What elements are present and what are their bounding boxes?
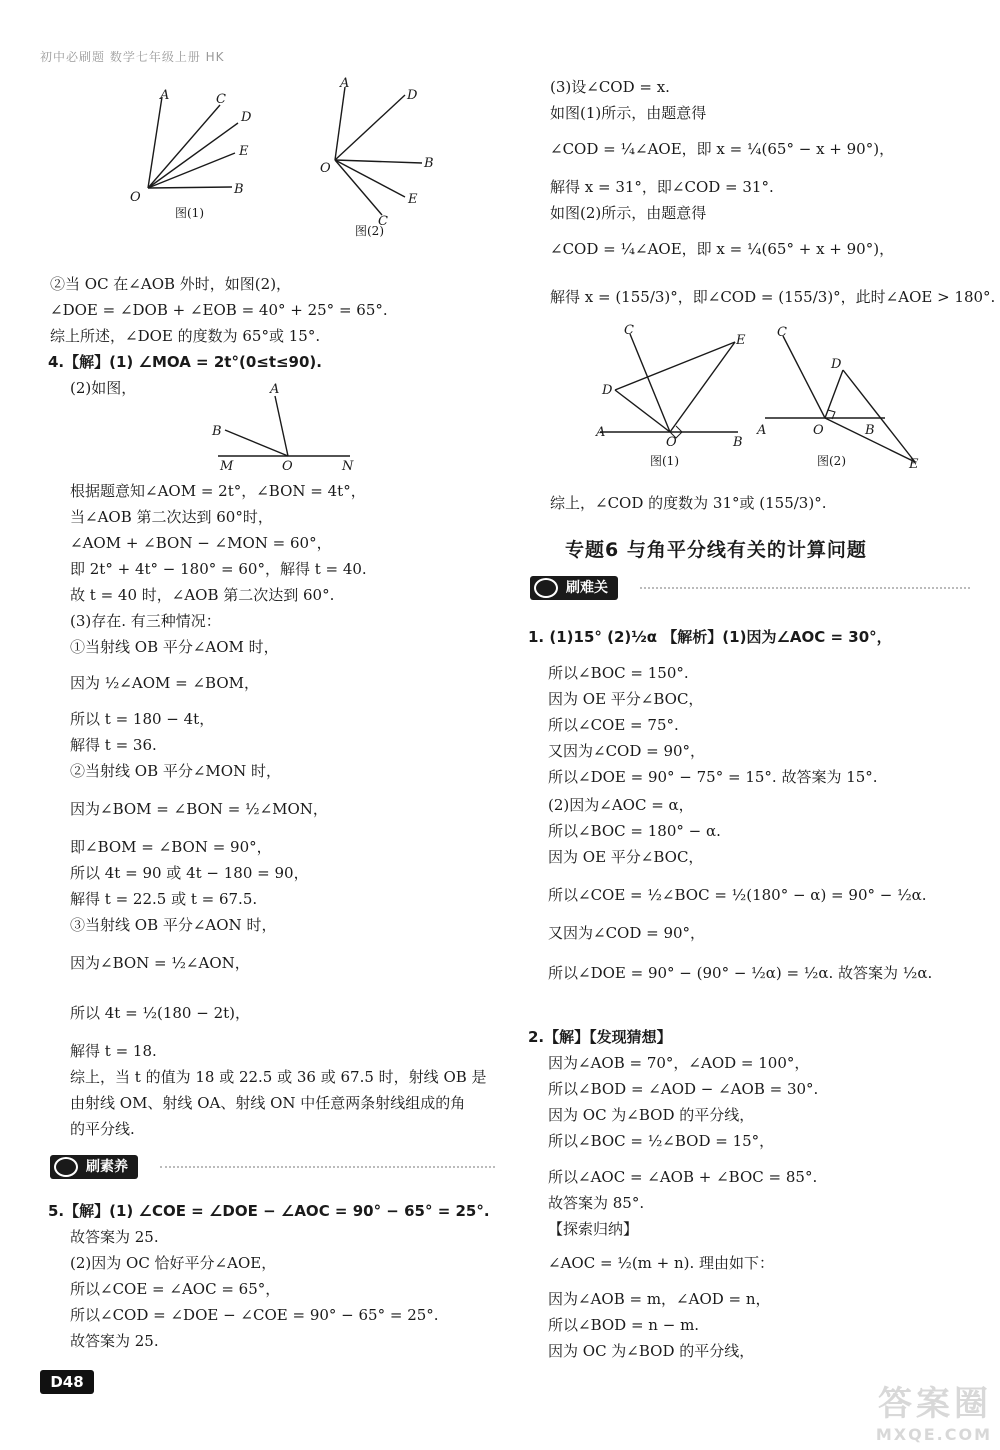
fig2-label-C: C [378, 214, 388, 229]
text-line: 所以∠COE = ∠AOC = 65°， [70, 1280, 281, 1298]
text-line: 解得 x = 31°，即∠COD = 31°. [550, 178, 774, 196]
fig-q4-label-O: O [282, 459, 293, 473]
text-line: ∠COD = ¼∠AOE，即 x = ¼(65° − x + 90°)， [550, 140, 895, 158]
fig-q4-label-N: N [342, 459, 354, 473]
banner-divider [160, 1166, 495, 1168]
text-line: 所以∠BOC = ½∠BOD = 15°， [548, 1132, 775, 1150]
topic-title: 专题6 与角平分线有关的计算问题 [565, 539, 867, 561]
figure-left-2 [310, 75, 450, 240]
fig2-label-A: A [340, 76, 350, 91]
fig-r1-label-C: C [624, 323, 634, 338]
text-line: 所以∠BOC = 180° − α. [548, 822, 721, 840]
fig-left-2-caption: 图(2) [355, 224, 384, 238]
watermark-logo-text: 答案圈 [878, 1384, 992, 1424]
fig-left-1-caption: 图(1) [175, 206, 204, 220]
banner-shuanguan [530, 576, 970, 602]
text-line: 因为∠AOB = 70°，∠AOD = 100°， [548, 1054, 810, 1072]
fig-right-2-caption: 图(2) [817, 454, 846, 468]
text-line: 解得 t = 22.5 或 t = 67.5. [70, 890, 258, 908]
text-line: 所以∠DOE = 90° − (90° − ½α) = ½α. 故答案为 ½α. [548, 964, 933, 982]
text-line: ③当射线 OB 平分∠AON 时， [70, 916, 277, 934]
text-line: 所以 4t = ½(180 − 2t)， [70, 1004, 250, 1022]
fig-r1-label-B: B [733, 435, 743, 450]
fig2-label-B: B [424, 156, 434, 171]
banner-tag [50, 1155, 138, 1179]
fig-q4-label-A: A [270, 382, 280, 397]
text-line: 【探索归纳】 [548, 1220, 639, 1238]
text-line: 即 2t° + 4t° − 180° = 60°，解得 t = 40. [70, 560, 367, 578]
text-line: ①当射线 OB 平分∠AOM 时， [70, 638, 279, 656]
text-line: 故答案为 25. [70, 1332, 159, 1350]
fig-r2-label-C: C [777, 325, 787, 340]
text-line: ∠COD = ¼∠AOE，即 x = ¼(65° + x + 90°)， [550, 240, 895, 258]
text-line: (2)如图， [70, 379, 137, 397]
text-line: 因为∠AOB = m，∠AOD = n， [548, 1290, 771, 1308]
fig-r2-label-B: B [865, 423, 875, 438]
text-line: 故 t = 40 时，∠AOB 第二次达到 60°. [70, 586, 335, 604]
text-line: (3)存在. 有三种情况： [70, 612, 221, 630]
running-header: 初中必刷题 数学七年级上册 HK [40, 50, 225, 64]
text-line: ∠AOM + ∠BON − ∠MON = 60°， [70, 534, 332, 552]
banner-shuasuyang [50, 1155, 495, 1181]
fig-q4-label-M: M [220, 459, 234, 473]
question-2-heading: 2.【解】【发现猜想】 [528, 1028, 672, 1046]
text-line: 由射线 OM、射线 OA、射线 ON 中任意两条射线组成的角 [70, 1094, 466, 1112]
text-line: (3)设∠COD = x. [550, 78, 670, 96]
fig1-label-O: O [130, 190, 141, 205]
figure-right-1 [590, 322, 750, 472]
text-line: 因为 ½∠AOM = ∠BOM， [70, 674, 259, 692]
text-line: 当∠AOB 第二次达到 60°时， [70, 508, 273, 526]
text-line: 所以 4t = 90 或 4t − 180 = 90， [70, 864, 309, 882]
fig-r1-label-E: E [736, 333, 746, 348]
text-line: 所以∠BOD = ∠AOD − ∠AOB = 30°. [548, 1080, 819, 1098]
text-line: 所以∠DOE = 90° − 75° = 15°. 故答案为 15°. [548, 768, 878, 786]
figure-right-2 [755, 322, 925, 472]
text-line: 根据题意知∠AOM = 2t°，∠BON = 4t°， [70, 482, 366, 500]
text-line: (2)因为 OC 恰好平分∠AOE， [70, 1254, 277, 1272]
text-line: 所以 t = 180 − 4t， [70, 710, 215, 728]
text-line: 又因为∠COD = 90°， [548, 924, 706, 942]
fig2-label-E: E [408, 192, 418, 207]
pen-badge-icon [54, 1157, 78, 1177]
text-line: 所以∠COD = ∠DOE − ∠COE = 90° − 65° = 25°. [70, 1306, 439, 1324]
fig2-label-O: O [320, 161, 331, 176]
text-line: 所以∠COE = 75°. [548, 716, 679, 734]
text-line: ∠DOE = ∠DOB + ∠EOB = 40° + 25° = 65°. [50, 301, 388, 319]
text-line: 因为 OE 平分∠BOC， [548, 848, 704, 866]
text-line: 所以∠COE = ½∠BOC = ½(180° − α) = 90° − ½α. [548, 886, 927, 904]
fig-r2-label-D: D [831, 357, 842, 372]
text-line: 综上，当 t 的值为 18 或 22.5 或 36 或 67.5 时，射线 OB 是 [70, 1068, 487, 1086]
text-line: 故答案为 25. [70, 1228, 159, 1246]
text-line: 解得 t = 18. [70, 1042, 157, 1060]
fig-r2-label-A: A [757, 423, 767, 438]
figure-q4 [210, 378, 370, 473]
question-5-heading: 5.【解】(1) ∠COE = ∠DOE − ∠AOC = 90° − 65° = 25°. [48, 1202, 490, 1220]
banner-label: 刷难关 [566, 580, 608, 596]
fig-right-1-caption: 图(1) [650, 454, 679, 468]
text-line: 所以∠BOD = n − m. [548, 1316, 700, 1334]
fig1-label-C: C [216, 92, 226, 107]
text-line: 因为∠BON = ½∠AON， [70, 954, 250, 972]
text-line: 所以∠BOC = 150°. [548, 664, 689, 682]
fig1-label-B: B [234, 182, 244, 197]
text-line: 即∠BOM = ∠BON = 90°， [70, 838, 272, 856]
summary-line: 综上，∠COD 的度数为 31°或 (155/3)°. [550, 494, 827, 512]
pen-badge-icon [534, 578, 558, 598]
fig-r2-label-O: O [813, 423, 824, 438]
text-line: 的平分线. [70, 1120, 135, 1138]
fig1-label-E: E [239, 144, 249, 159]
text-line: 因为 OE 平分∠BOC， [548, 690, 704, 708]
text-line: ∠AOC = ½(m + n). 理由如下： [548, 1254, 775, 1272]
text-line: 解得 t = 36. [70, 736, 157, 754]
figure-left-1 [120, 85, 270, 225]
fig1-label-D: D [241, 110, 252, 125]
text-line: 又因为∠COD = 90°， [548, 742, 706, 760]
banner-label: 刷素养 [86, 1159, 128, 1175]
text-line: 如图(1)所示，由题意得 [550, 104, 707, 122]
text-line: 因为∠BOM = ∠BON = ½∠MON， [70, 800, 328, 818]
question-4-heading: 4.【解】(1) ∠MOA = 2t°(0≤t≤90). [48, 353, 322, 371]
text-line: 故答案为 85°. [548, 1194, 645, 1212]
watermark [876, 1376, 992, 1444]
fig-q4-label-B: B [212, 424, 222, 439]
text-line: 因为 OC 为∠BOD 的平分线， [548, 1342, 755, 1360]
watermark-url: MXQE.COM [875, 1425, 992, 1444]
banner-divider [640, 587, 970, 589]
banner-tag [530, 576, 618, 600]
text-line: (2)因为∠AOC = α， [548, 796, 694, 814]
fig-r1-label-D: D [602, 383, 613, 398]
text-line: 解得 x = (155/3)°，即∠COD = (155/3)°，此时∠AOE > 180°. [550, 288, 996, 306]
fig-r1-label-O: O [666, 435, 677, 450]
text-line: 如图(2)所示，由题意得 [550, 204, 707, 222]
text-line: 因为 OC 为∠BOD 的平分线， [548, 1106, 755, 1124]
text-line: ②当射线 OB 平分∠MON 时， [70, 762, 281, 780]
text-line: 所以∠AOC = ∠AOB + ∠BOC = 85°. [548, 1168, 818, 1186]
question-1-heading: 1. (1)15° (2)½α 【解析】(1)因为∠AOC = 30°， [528, 628, 892, 646]
fig-r1-label-A: A [596, 425, 606, 440]
fig2-label-D: D [407, 88, 418, 103]
text-line: 综上所述，∠DOE 的度数为 65°或 15°. [50, 327, 321, 345]
fig-r2-label-E: E [909, 457, 919, 472]
page-number: D48 [40, 1370, 94, 1394]
fig1-label-A: A [160, 88, 170, 103]
text-line: ②当 OC 在∠AOB 外时，如图(2)， [50, 275, 292, 293]
